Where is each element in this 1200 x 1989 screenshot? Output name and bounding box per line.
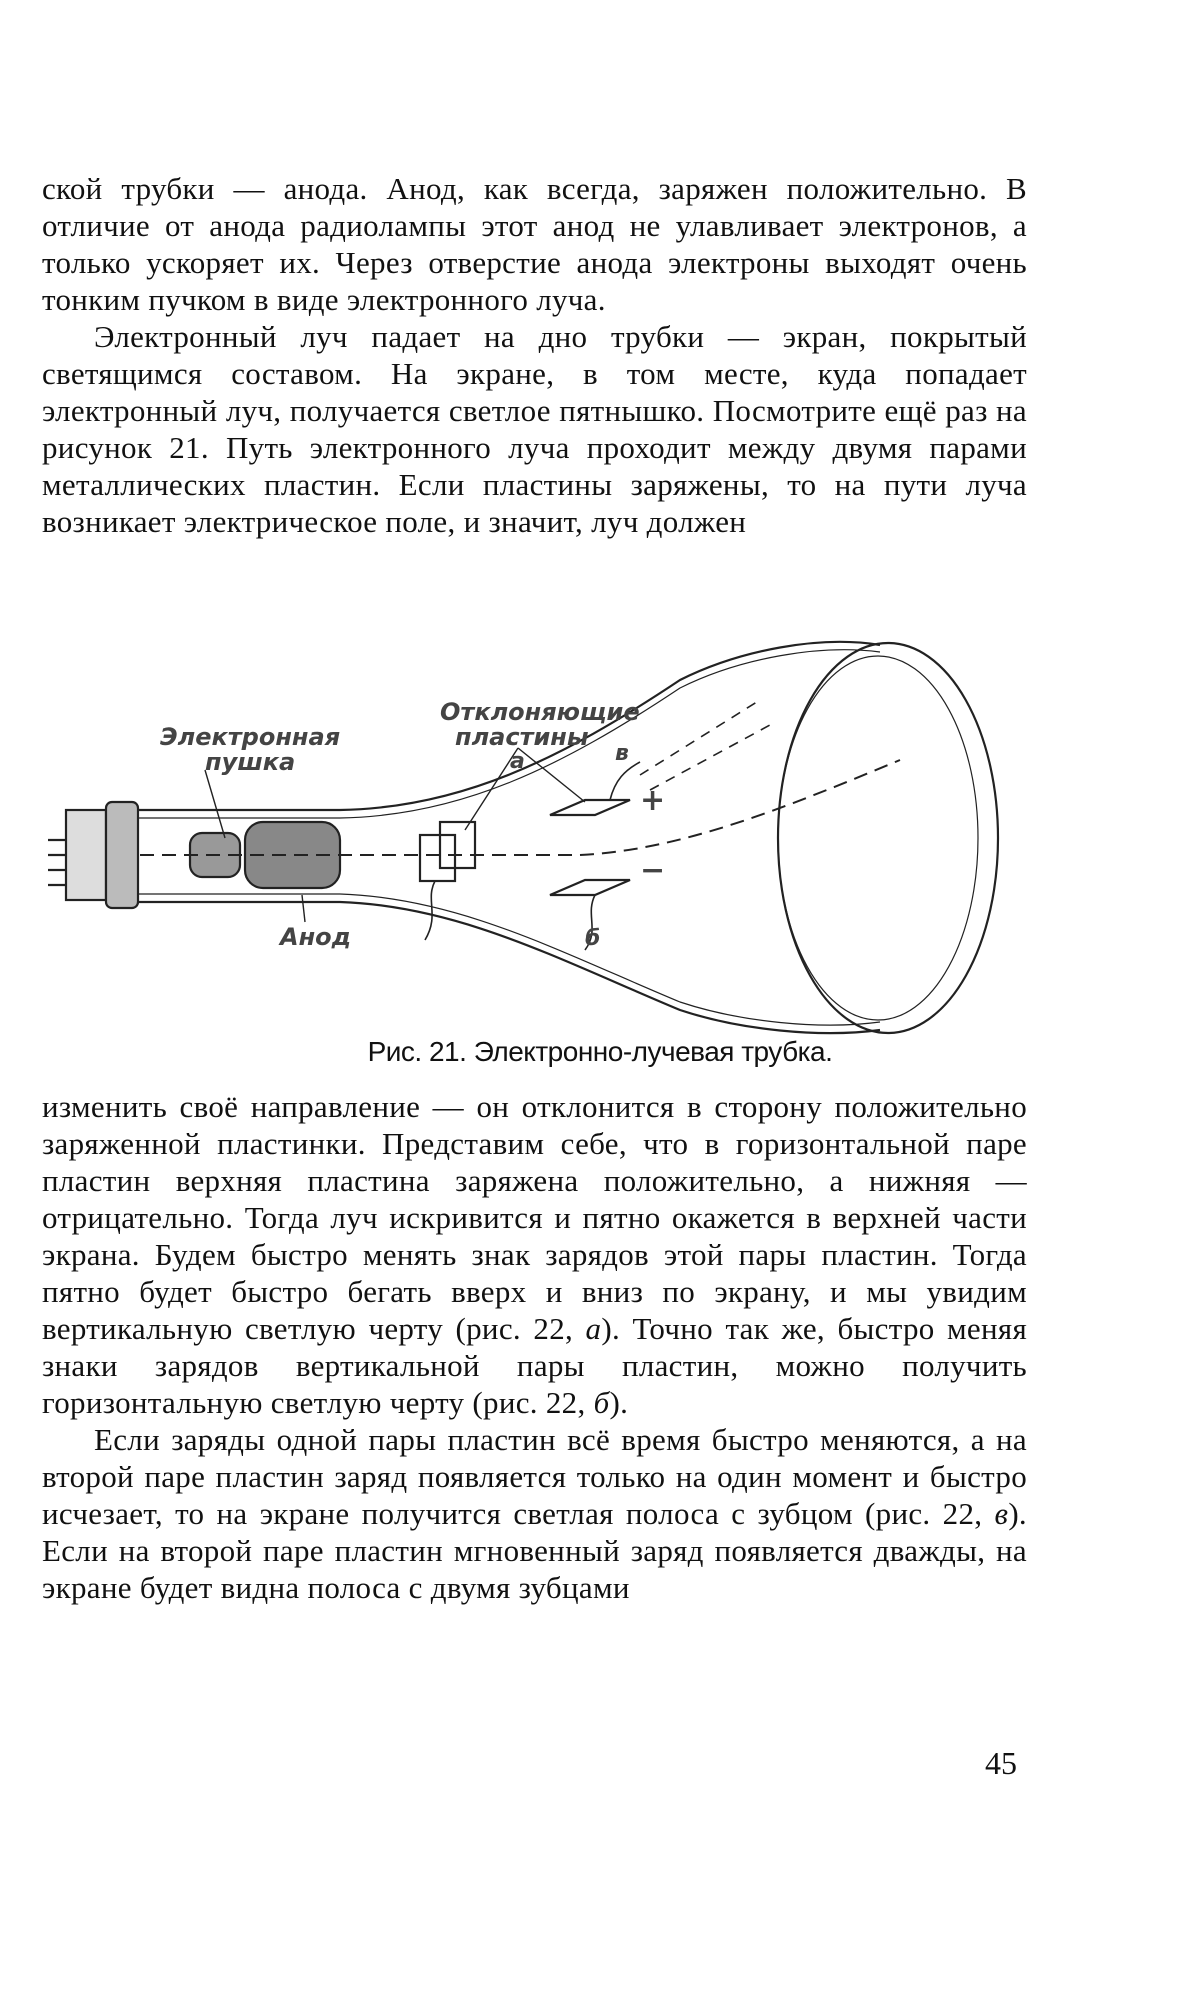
- text-run: ). Точно так же, быстро меняя знаки зарядов вертикальной пары пластин, можно получить горизонтальную светлую черту (рис. 22,: [42, 1311, 1028, 1420]
- label-plus: +: [640, 783, 666, 818]
- label-electron-gun-2: пушка: [205, 748, 296, 776]
- vertical-plate-1: [420, 835, 455, 881]
- label-deflecting-plates-1: Отклоняющие: [440, 698, 640, 726]
- text-run: Если заряды одной пары пластин всё время быстро меняются, а на второй паре пластин заряд появляется только на один момент и быстро исчезает, то на экране получится светлая полоса с зубцом (рис. 22,: [42, 1422, 1027, 1531]
- tube-screen-inner: [778, 656, 978, 1020]
- base-ring: [106, 802, 138, 908]
- label-minus: −: [640, 853, 666, 888]
- figure-caption: Рис. 21. Электронно-лучевая трубка.: [367, 1036, 833, 1067]
- vertical-plate-2: [440, 822, 475, 868]
- horizontal-plate-bottom: [550, 880, 630, 895]
- text-run: изменить своё направление — он отклонится в сторону положительно заряженной пластинки. Представим себе, что в горизонтальной паре пластин верхняя пластина заряжена положительно, а нижняя — отрицательно. Тогда луч искривится и пятно окажется в верхней части экрана. Будем быстро менять знак зарядов этой пары пластин. Тогда пятно будет быстро бегать вверх и вниз по экрану, и мы увидим вертикальную светлую черту (рис. 22,: [42, 1089, 1027, 1346]
- tube-socket: [66, 810, 106, 900]
- label-letter-a: а: [510, 749, 525, 774]
- text-block-bottom: [42, 1088, 1027, 1606]
- tube-outline-bottom: [138, 902, 880, 1033]
- label-deflecting-plates-2: пластины: [455, 723, 589, 751]
- paragraph-deflection: [42, 1088, 1027, 1421]
- paragraph-continuation: ской трубки — анода. Анод, как всегда, заряжен положительно. В отличие от анода радиолампы этот анод не улавливает электронов, а только ускоряет их. Через отверстие анода электроны выходят очень тонким пучком в виде электронного луча.: [42, 171, 1027, 317]
- figure-ref-a: а: [585, 1311, 602, 1346]
- tube-screen: [778, 643, 998, 1033]
- anode-leader: [302, 895, 305, 922]
- figure-ref-b: б: [593, 1385, 610, 1420]
- plate-wire-1: [425, 881, 435, 940]
- text-block-top: [42, 170, 1027, 540]
- plates-leader: [465, 748, 585, 830]
- label-anode: Анод: [280, 923, 352, 951]
- text-run: ).: [609, 1385, 629, 1420]
- figure-crt-diagram: [40, 640, 1020, 1035]
- label-letter-b: б: [585, 926, 601, 951]
- figure-ref-v: в: [994, 1496, 1009, 1531]
- page-number: 45: [985, 1745, 1017, 1781]
- label-letter-v: в: [615, 741, 629, 766]
- tube-outline-bottom-inner: [138, 894, 880, 1025]
- paragraph-electron-beam: Электронный луч падает на дно трубки — экран, покрытый светящимся составом. На экране, в том месте, куда попадает электронный луч, получается светлое пятнышко. Посмотрите ещё раз на рисунок 21. Путь электронного луча проходит между двумя парами металлических пластин. Если пластины заряжены, то на пути луча возникает электрическое поле, и значит, луч должен: [42, 319, 1027, 539]
- gun-leader: [205, 770, 225, 838]
- horizontal-plate-top: [550, 800, 630, 815]
- text-run: ). Если на второй паре пластин мгновенный заряд появляется дважды, на экране будет видна полоса с двумя зубцами: [42, 1496, 1027, 1605]
- label-electron-gun-1: Электронная: [160, 723, 341, 751]
- beam-deflection-lines: [640, 700, 770, 790]
- plate-wire-3: [610, 762, 640, 800]
- paragraph-charges: [42, 1421, 1027, 1606]
